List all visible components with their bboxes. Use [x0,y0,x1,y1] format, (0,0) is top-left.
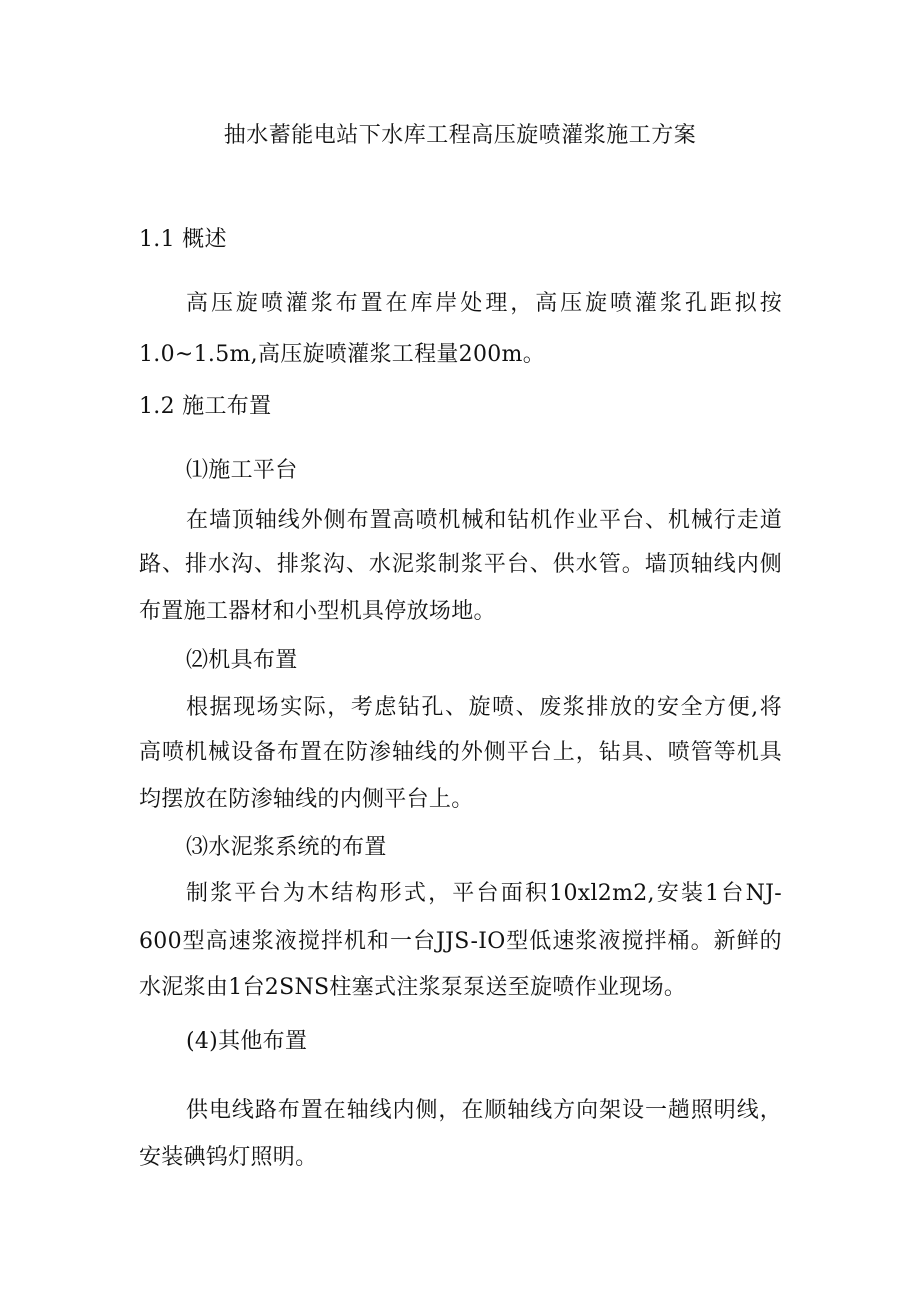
item-label-equipment: ⑵机具布置 [186,648,298,673]
paragraph-line: 制浆平台为木结构形式，平台面积10xl2m2,安装1台NJ- [186,881,782,906]
section-heading-1-2: 1.2 施工布置 [139,394,272,419]
paragraph-line: 布置施工器材和小型机具停放场地。 [139,599,496,624]
paragraph-line: 均摆放在防渗轴线的内侧平台上。 [139,787,474,812]
paragraph-line: 安装碘钨灯照明。 [139,1145,318,1170]
paragraph-line: 600型高速浆液搅拌机和一台JJS-IO型低速浆液搅拌桶。新鲜的 [139,929,782,954]
paragraph-line: 路、排水沟、排浆沟、水泥浆制浆平台、供水管。墙顶轴线内侧 [139,552,782,577]
paragraph-line: 高压旋喷灌浆布置在库岸处理，高压旋喷灌浆孔距拟按 [186,291,782,316]
paragraph-line: 根据现场实际，考虑钻孔、旋喷、废浆排放的安全方便,将 [186,695,782,720]
paragraph-line: 在墙顶轴线外侧布置高喷机械和钻机作业平台、机械行走道 [186,508,782,533]
paragraph-line: 高喷机械设备布置在防渗轴线的外侧平台上，钻具、喷管等机具 [139,740,782,765]
section-heading-1-1: 1.1 概述 [139,227,227,252]
paragraph-line: 水泥浆由1台2SNS柱塞式注浆泵泵送至旋喷作业现场。 [139,975,687,1000]
document-title: 抽水蓄能电站下水库工程高压旋喷灌浆施工方案 [223,123,697,148]
item-label-other: (4)其他布置 [186,1029,308,1054]
item-label-cement-system: ⑶水泥浆系统的布置 [186,835,387,860]
item-label-platform: ⑴施工平台 [186,458,298,483]
paragraph-line: 1.0~1.5m,高压旋喷灌浆工程量200m。 [139,342,546,367]
paragraph-line: 供电线路布置在轴线内侧，在顺轴线方向架设一趟照明线， [186,1098,782,1123]
